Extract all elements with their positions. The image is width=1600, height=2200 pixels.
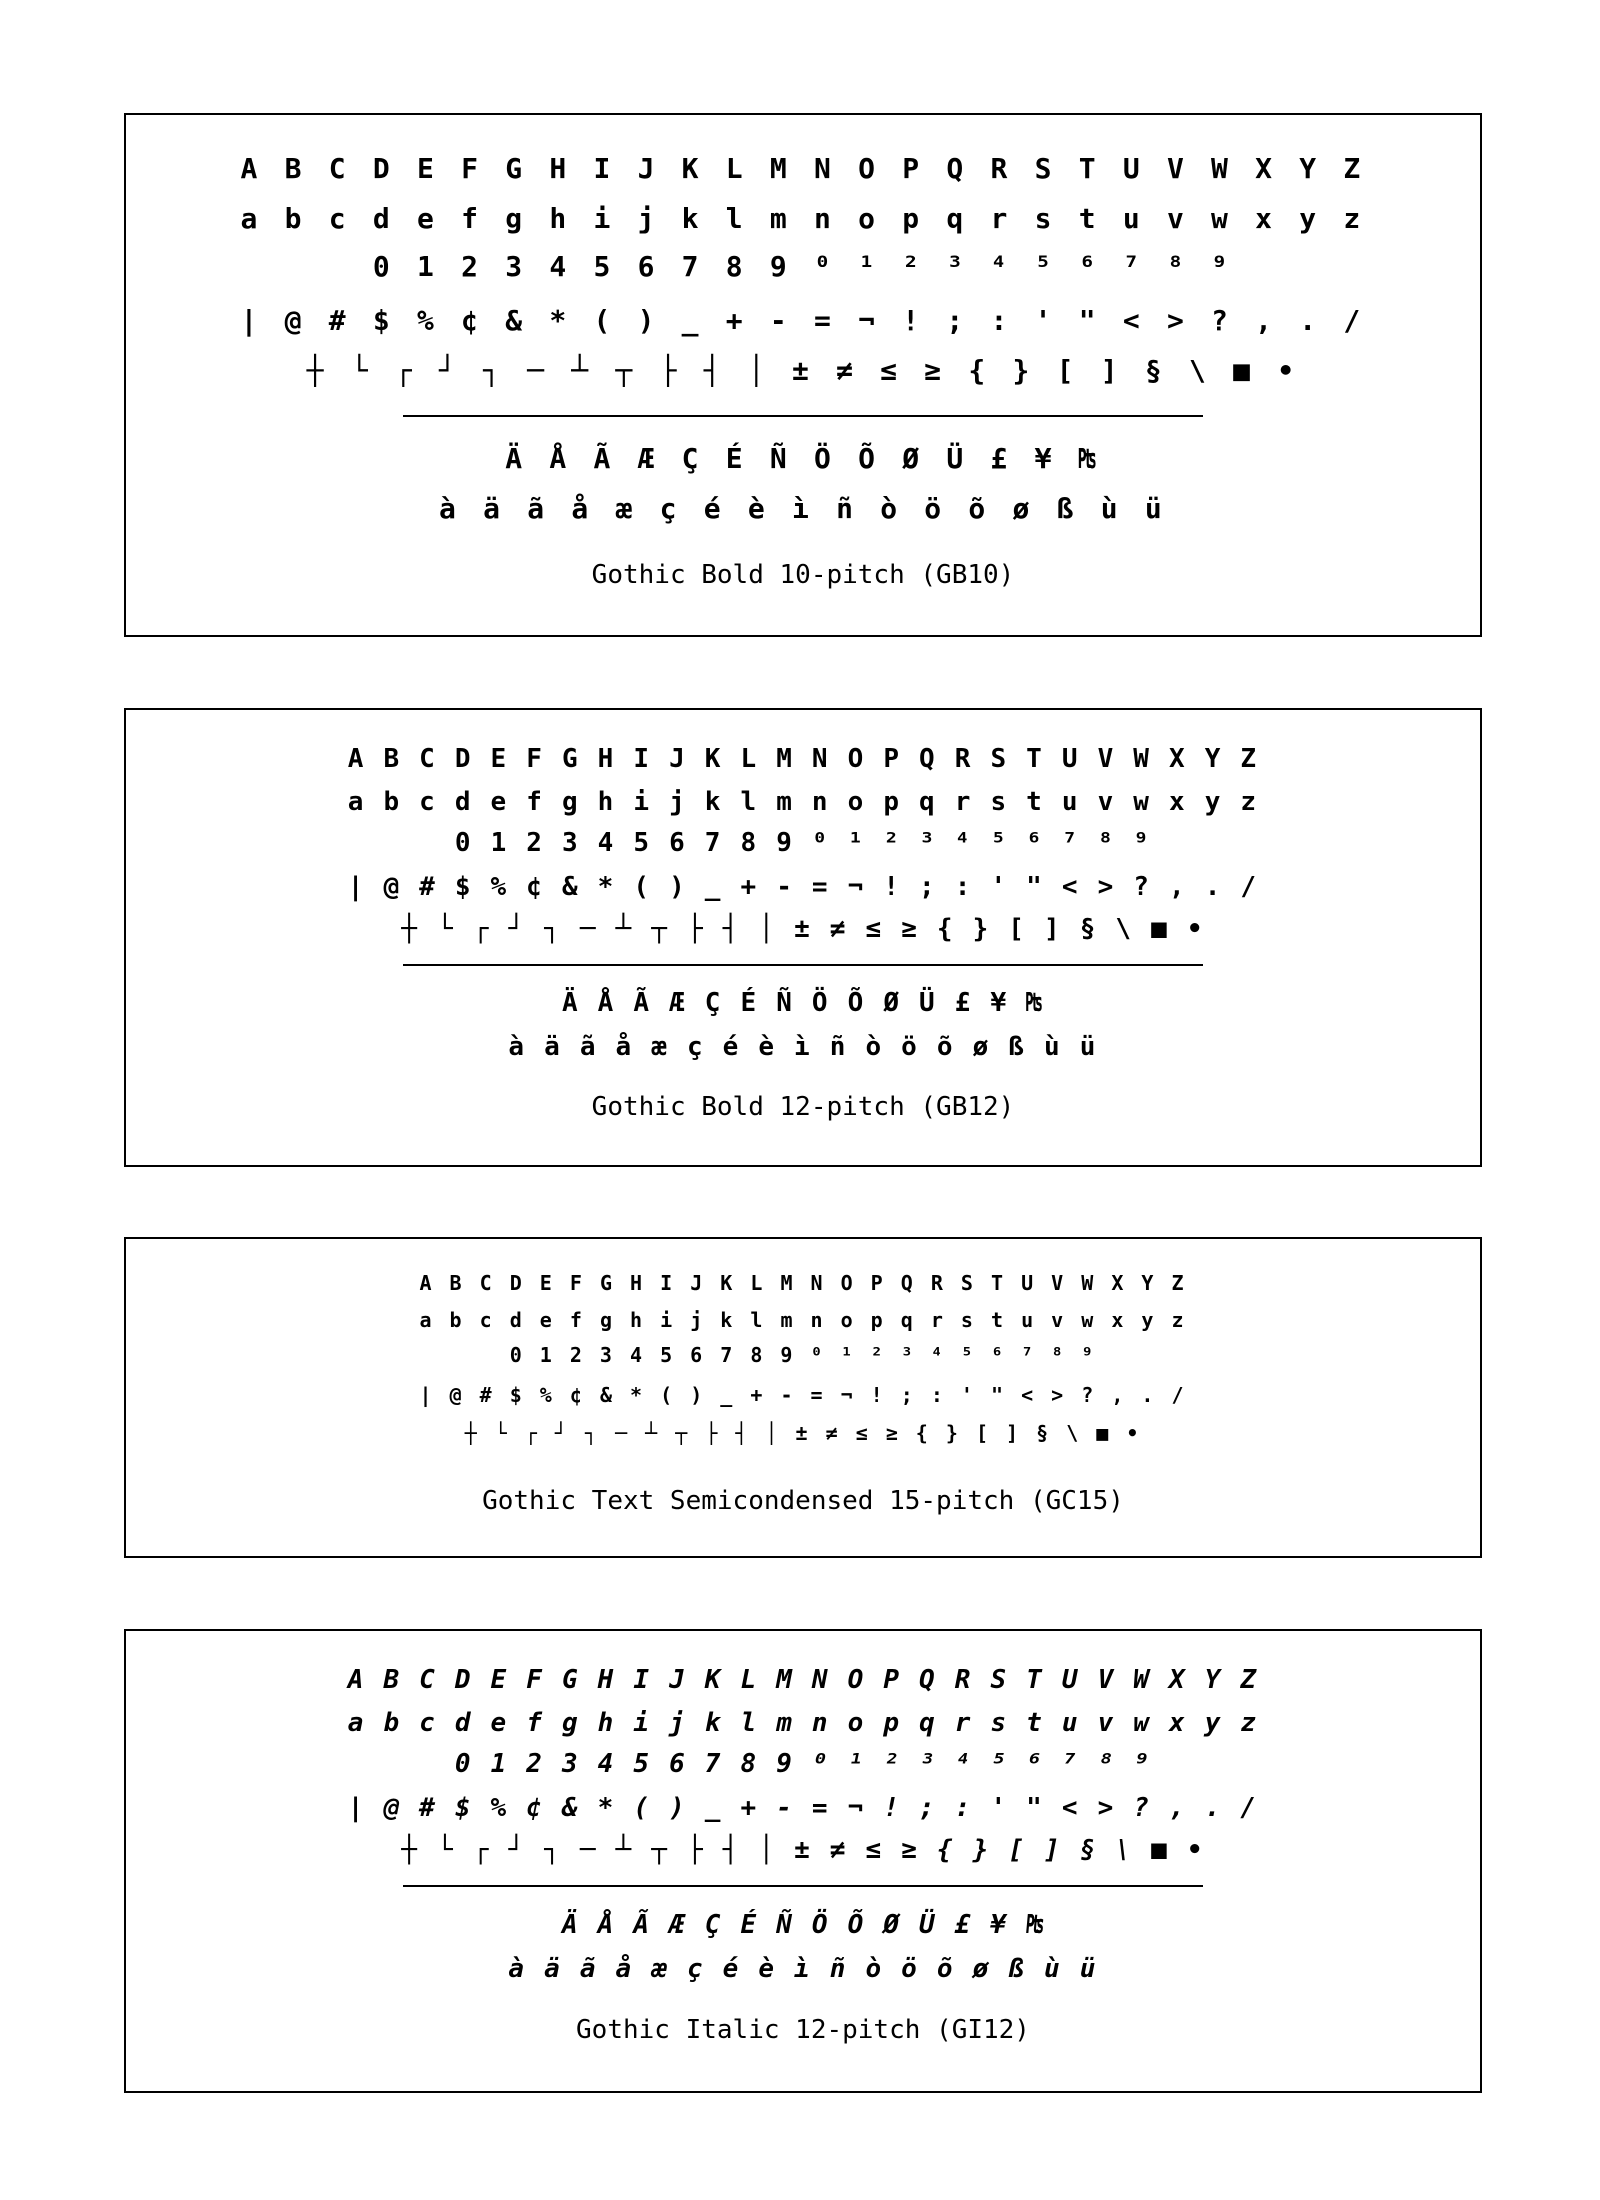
- accented-lowercase-line: à ä ã å æ ç é è ì ñ ò ö õ ø ß ù ü: [508, 1954, 1098, 1984]
- digits-line: 0 1 2 3 4 5 6 7 8 9 ⁰ ¹ ² ³ ⁴ ⁵ ⁶ ⁷ ⁸ ⁹: [372, 250, 1234, 283]
- font-caption: Gothic Bold 12-pitch (GB12): [591, 1092, 1015, 1122]
- font-sample-gb10: [124, 113, 1482, 637]
- box-drawing-line: ┼ └ ┌ ┘ ┐ ─ ┴ ┬ ├ ┤ │ ± ≠ ≤ ≥ { } [ ] § \ ■ •: [401, 914, 1205, 944]
- uppercase-line: A B C D E F G H I J K L M N O P Q R S T U V W X Y Z: [419, 1271, 1187, 1295]
- symbols-line: | @ # $ % ¢ & * ( ) _ + - = ¬ ! ; : ' " < > ? , . /: [347, 872, 1259, 902]
- box-drawing-line: ┼ └ ┌ ┘ ┐ ─ ┴ ┬ ├ ┤ │ ± ≠ ≤ ≥ { } [ ] § \ ■ •: [401, 1835, 1205, 1865]
- divider: [403, 415, 1203, 417]
- accented-uppercase-line: Ä Å Ã Æ Ç É Ñ Ö Õ Ø Ü £ ¥ ₧: [561, 988, 1045, 1018]
- accented-uppercase-line: Ä Å Ã Æ Ç É Ñ Ö Õ Ø Ü £ ¥ ₧: [561, 1910, 1045, 1940]
- font-sample-gi12: [124, 1629, 1482, 2093]
- symbols-line: | @ # $ % ¢ & * ( ) _ + - = ¬ ! ; : ' " < > ? , . /: [240, 304, 1366, 337]
- uppercase-line: A B C D E F G H I J K L M N O P Q R S T U V W X Y Z: [240, 152, 1366, 185]
- font-caption: Gothic Bold 10-pitch (GB10): [591, 560, 1015, 590]
- digits-line: 0 1 2 3 4 5 6 7 8 9 ⁰ ¹ ² ³ ⁴ ⁵ ⁶ ⁷ ⁸ ⁹: [454, 1749, 1152, 1779]
- accented-lowercase-line: à ä ã å æ ç é è ì ñ ò ö õ ø ß ù ü: [508, 1032, 1098, 1062]
- font-sample-gc15: [124, 1237, 1482, 1558]
- lowercase-line: a b c d e f g h i j k l m n o p q r s t u v w x y z: [347, 787, 1259, 817]
- digits-line: 0 1 2 3 4 5 6 7 8 9 ⁰ ¹ ² ³ ⁴ ⁵ ⁶ ⁷ ⁸ ⁹: [454, 828, 1152, 858]
- digits-line: 0 1 2 3 4 5 6 7 8 9 ⁰ ¹ ² ³ ⁴ ⁵ ⁶ ⁷ ⁸ ⁹: [509, 1343, 1097, 1367]
- box-drawing-line: ┼ └ ┌ ┘ ┐ ─ ┴ ┬ ├ ┤ │ ± ≠ ≤ ≥ { } [ ] § \ ■ •: [464, 1421, 1142, 1445]
- lowercase-line: a b c d e f g h i j k l m n o p q r s t u v w x y z: [347, 1708, 1259, 1738]
- lowercase-line: a b c d e f g h i j k l m n o p q r s t u v w x y z: [240, 202, 1366, 235]
- divider: [403, 964, 1203, 966]
- lowercase-line: a b c d e f g h i j k l m n o p q r s t u v w x y z: [419, 1308, 1187, 1332]
- font-sample-gb12: [124, 708, 1482, 1167]
- uppercase-line: A B C D E F G H I J K L M N O P Q R S T U V W X Y Z: [347, 1665, 1259, 1695]
- font-caption: Gothic Text Semicondensed 15-pitch (GC15): [482, 1486, 1124, 1516]
- symbols-line: | @ # $ % ¢ & * ( ) _ + - = ¬ ! ; : ' " < > ? , . /: [347, 1793, 1259, 1823]
- uppercase-line: A B C D E F G H I J K L M N O P Q R S T U V W X Y Z: [347, 744, 1259, 774]
- accented-lowercase-line: à ä ã å æ ç é è ì ñ ò ö õ ø ß ù ü: [439, 492, 1167, 525]
- font-caption: Gothic Italic 12-pitch (GI12): [576, 2015, 1030, 2045]
- box-drawing-line: ┼ └ ┌ ┘ ┐ ─ ┴ ┬ ├ ┤ │ ± ≠ ≤ ≥ { } [ ] § \ ■ •: [306, 354, 1300, 387]
- symbols-line: | @ # $ % ¢ & * ( ) _ + - = ¬ ! ; : ' " < > ? , . /: [419, 1383, 1187, 1407]
- divider: [403, 1885, 1203, 1887]
- accented-uppercase-line: Ä Å Ã Æ Ç É Ñ Ö Õ Ø Ü £ ¥ ₧: [505, 442, 1101, 475]
